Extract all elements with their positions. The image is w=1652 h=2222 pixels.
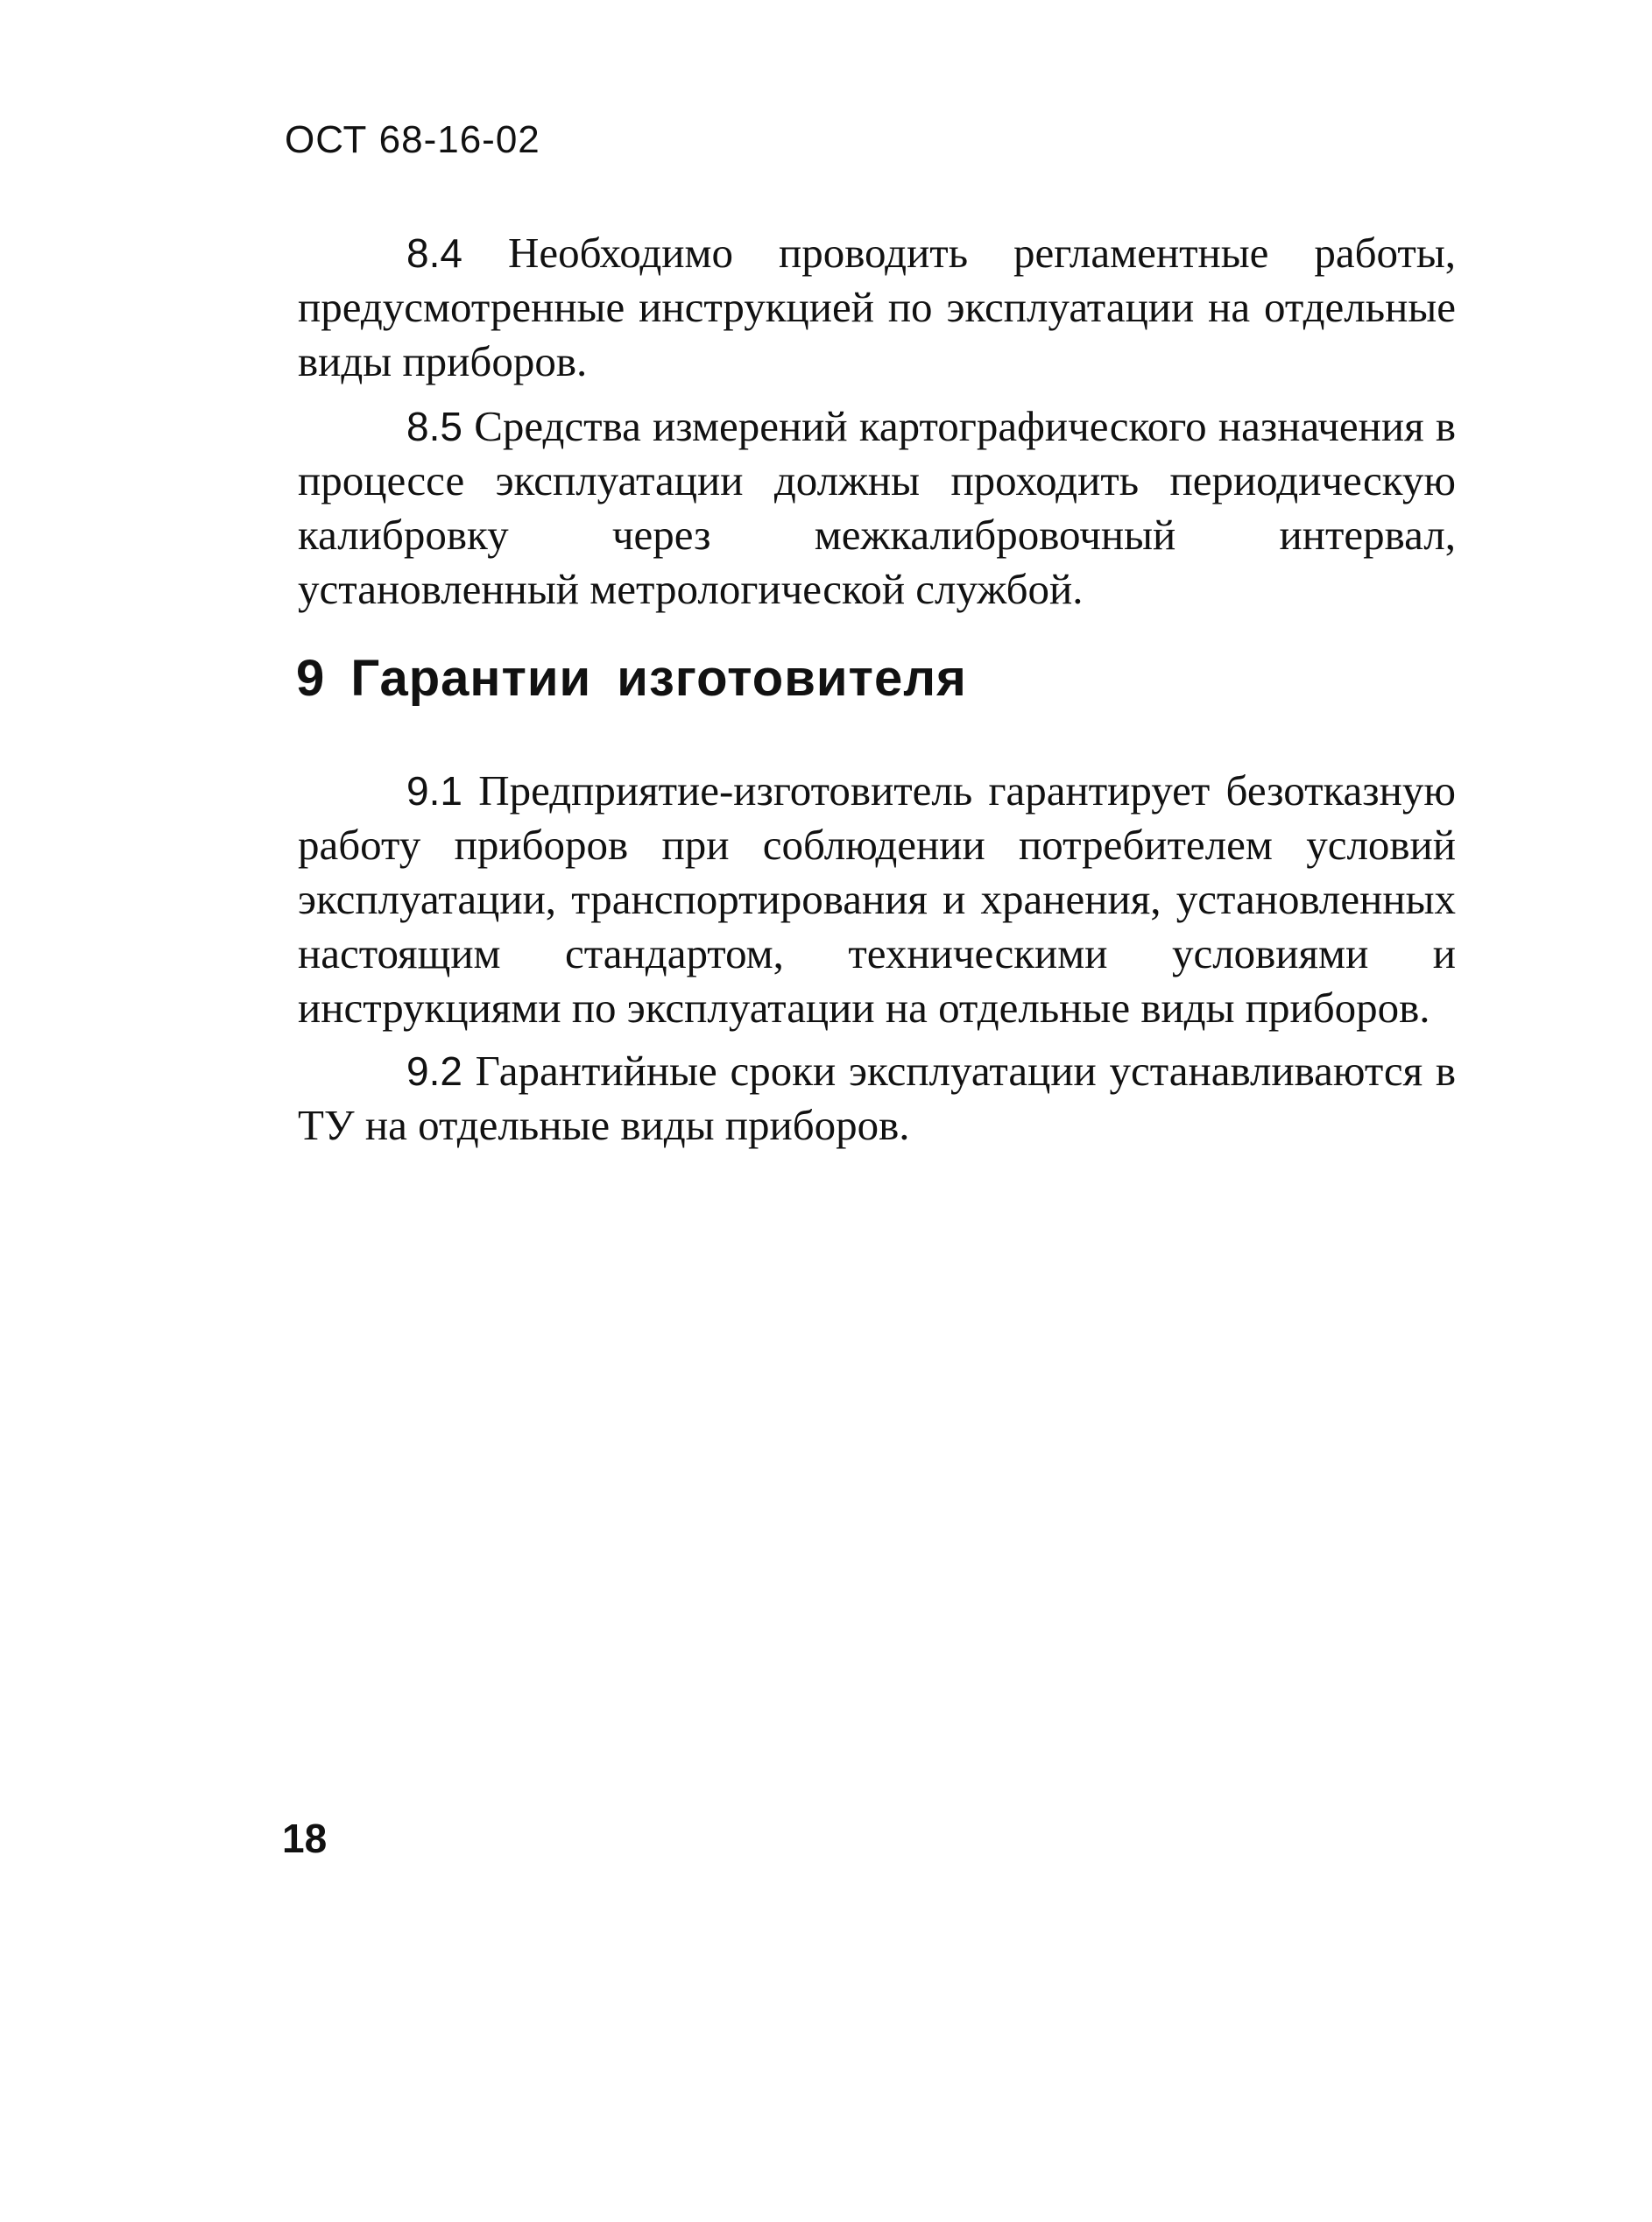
section-heading: 9 Гарантии изготовителя — [296, 650, 967, 707]
paragraph-9-2 — [298, 1044, 1456, 1153]
paragraph-number: 8.4 — [406, 230, 462, 276]
paragraph-text: Средства измерений картографического назначения в процессе эксплуатации должны проходить периодическую калибровку через межкалибровочный интервал, установленный метрологической службой. — [298, 402, 1456, 613]
paragraph-number: 9.1 — [406, 768, 462, 814]
paragraph-text: Предприятие-изготовитель гарантирует безотказную работу приборов при соблюдении потребителем условий эксплуатации, транспортирования и хранения, установленных настоящим стандартом, техническими условиями и инструкциями по эксплуатации на отдельные виды приборов. — [298, 766, 1456, 1032]
paragraph-9-1 — [298, 764, 1456, 1035]
paragraph-number: 8.5 — [406, 404, 462, 449]
paragraph-text: Гарантийные сроки эксплуатации устанавливаются в ТУ на отдельные виды приборов. — [298, 1047, 1456, 1149]
paragraph-8-4 — [298, 226, 1456, 389]
paragraph-number: 9.2 — [406, 1048, 462, 1094]
page-number: 18 — [282, 1816, 328, 1861]
document-code: ОСТ 68-16-02 — [285, 118, 540, 161]
paragraph-text: Необходимо проводить регламентные работы, предусмотренные инструкцией по эксплуатации на отдельные виды приборов. — [298, 229, 1457, 385]
paragraph-8-5 — [298, 399, 1456, 617]
